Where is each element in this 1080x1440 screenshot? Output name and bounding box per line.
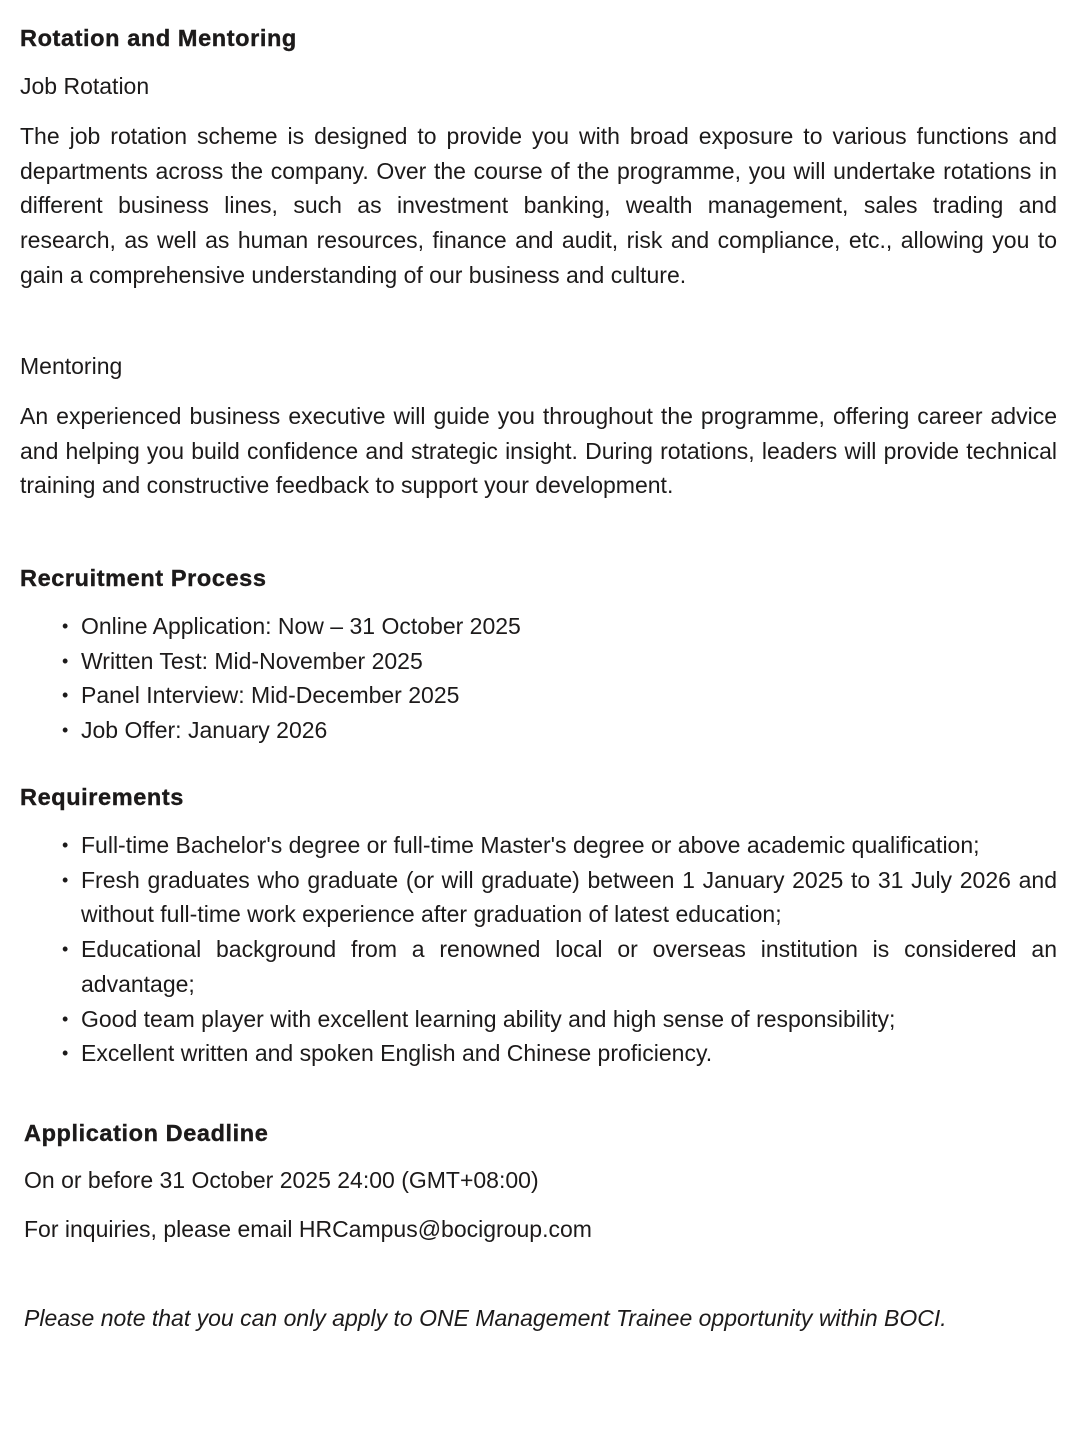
recruitment-list <box>20 609 1057 748</box>
section-heading-requirements: Requirements <box>20 784 184 810</box>
deadline-date: On or before 31 October 2025 24:00 (GMT+08:00) <box>24 1167 539 1193</box>
list-item: • Full-time Bachelor's degree or full-time Master's degree or above academic qualification; <box>20 828 1057 863</box>
list-item: • Educational background from a renowned local or overseas institution is considered an advantage; <box>20 932 1057 1001</box>
job-rotation-paragraph: The job rotation scheme is designed to provide you with broad exposure to various functions and departments across the company. Over the course of the programme, you will undertake rotations in different business lines, such as investment banking, wealth management, sales trading and research, as well as human resources, finance and audit, risk and compliance, etc., allowing you to gain a comprehensive understanding of our business and culture. <box>20 123 1057 288</box>
requirements-list <box>20 828 1057 1071</box>
list-item: • Fresh graduates who graduate (or will graduate) between 1 January 2025 to 31 July 2026 and without full-time work experience after graduation of latest education; <box>20 863 1057 932</box>
subheading-job-rotation: Job Rotation <box>20 73 150 99</box>
list-item: • Excellent written and spoken English and Chinese proficiency. <box>20 1036 1057 1071</box>
list-item: • Panel Interview: Mid-December 2025 <box>20 678 1057 713</box>
list-item: • Job Offer: January 2026 <box>20 713 1057 748</box>
section-heading-deadline: Application Deadline <box>24 1120 269 1146</box>
application-note: Please note that you can only apply to ONE Management Trainee opportunity within BOCI. <box>24 1305 947 1331</box>
list-item: • Written Test: Mid-November 2025 <box>20 644 1057 679</box>
mentoring-paragraph: An experienced business executive will guide you throughout the programme, offering career advice and helping you build confidence and strategic insight. During rotations, leaders will provide technical training and constructive feedback to support your development. <box>20 403 1057 499</box>
section-heading-recruitment: Recruitment Process <box>20 565 267 591</box>
inquiries-text: For inquiries, please email HRCampus@bocigroup.com <box>24 1216 592 1242</box>
section-heading-rotation: Rotation and Mentoring <box>20 25 297 51</box>
subheading-mentoring: Mentoring <box>20 353 123 379</box>
list-item: • Good team player with excellent learning ability and high sense of responsibility; <box>20 1002 1057 1037</box>
list-item: • Online Application: Now – 31 October 2025 <box>20 609 1057 644</box>
